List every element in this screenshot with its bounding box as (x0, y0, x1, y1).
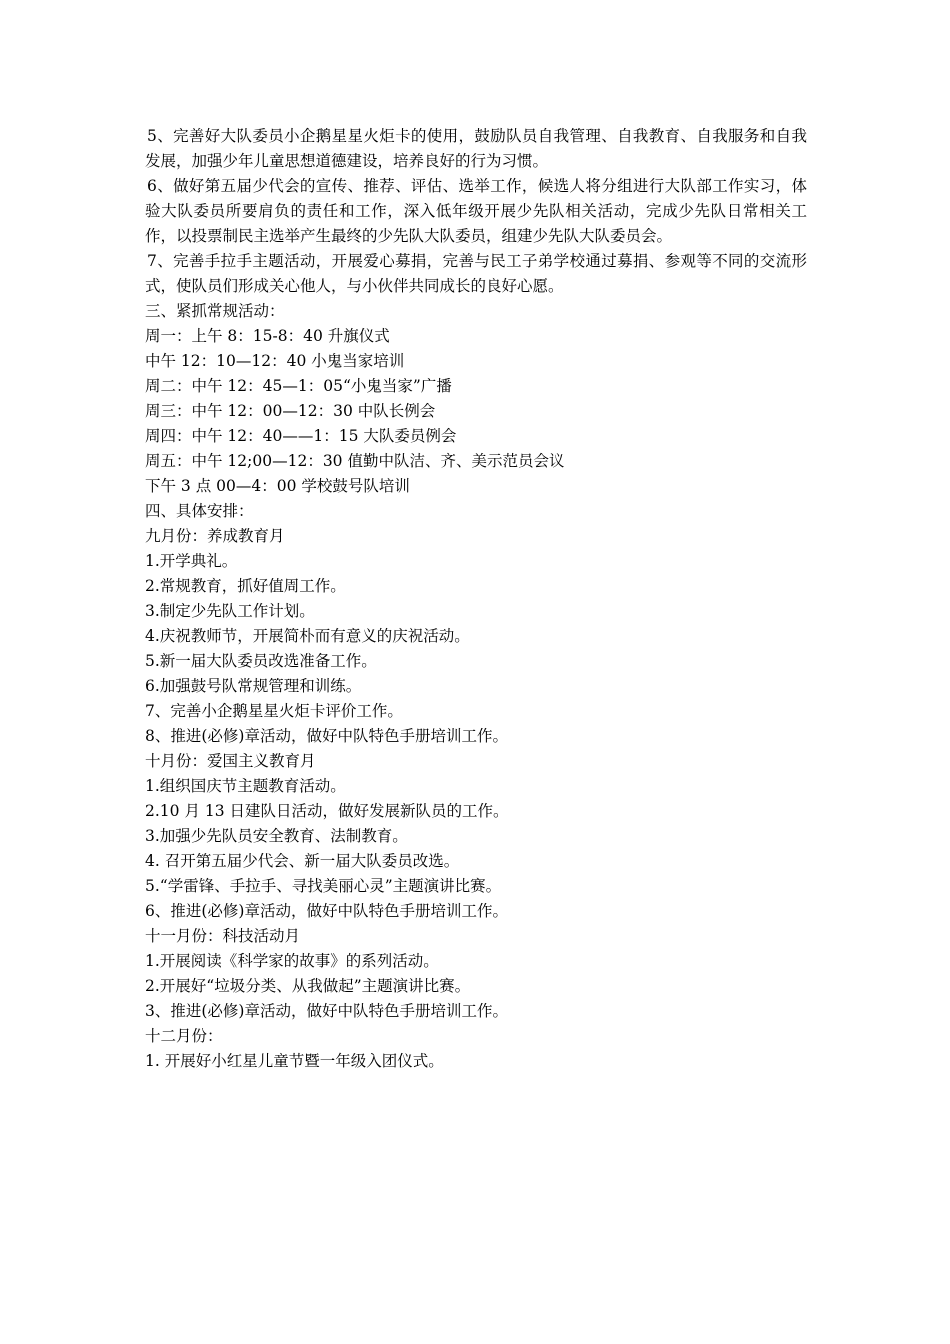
month-heading-september: 九月份：养成教育月 (145, 527, 285, 545)
list-item: 2.开展好“垃圾分类、从我做起”主题演讲比赛。 (145, 977, 471, 995)
schedule-friday: 周五：中午 12;00—12：30 值勤中队洁、齐、美示范员会议 (145, 452, 565, 470)
schedule-thursday: 周四：中午 12：40——1：15 大队委员例会 (145, 427, 457, 445)
list-item: 3、推进(必修)章活动，做好中队特色手册培训工作。 (145, 1002, 508, 1020)
month-heading-november: 十一月份：科技活动月 (145, 927, 301, 945)
list-item: 7、完善小企鹅星星火炬卡评价工作。 (145, 702, 403, 720)
list-item: 3.加强少先队员安全教育、法制教育。 (145, 827, 408, 845)
document-body (145, 124, 807, 1074)
month-heading-october: 十月份：爱国主义教育月 (145, 752, 316, 770)
list-item: 1.开展阅读《科学家的故事》的系列活动。 (145, 952, 439, 970)
schedule-monday: 周一：上午 8：15-8：40 升旗仪式 (145, 327, 390, 345)
schedule-wednesday: 周三：中午 12：00—12：30 中队长例会 (145, 402, 436, 420)
list-item: 4.庆祝教师节，开展简朴而有意义的庆祝活动。 (145, 627, 470, 645)
schedule-tuesday: 周二：中午 12：45—1：05“小鬼当家”广播 (145, 377, 452, 395)
list-item: 6、推进(必修)章活动，做好中队特色手册培训工作。 (145, 902, 508, 920)
list-item: 1.组织国庆节主题教育活动。 (145, 777, 346, 795)
section-heading-routine: 三、紧抓常规活动： (145, 302, 285, 320)
list-item: 2.常规教育，抓好值周工作。 (145, 577, 346, 595)
section-heading-arrangement: 四、具体安排： (145, 502, 254, 520)
list-item: 3.制定少先队工作计划。 (145, 602, 315, 620)
paragraph-item-6: 6、做好第五届少代会的宣传、推荐、评估、选举工作，候选人将分组进行大队部工作实习，体验大队委员所要肩负的责任和工作，深入低年级开展少先队相关活动，完成少先队日常相关工作，以投票制民主选举产生最终的少先队大队委员，组建少先队大队委员会。 (145, 177, 807, 245)
list-item: 5.新一届大队委员改选准备工作。 (145, 652, 377, 670)
list-item: 5.“学雷锋、手拉手、寻找美丽心灵”主题演讲比赛。 (145, 877, 502, 895)
list-item: 2.10 月 13 日建队日活动，做好发展新队员的工作。 (145, 802, 509, 820)
schedule-noon-training: 中午 12：10—12：40 小鬼当家培训 (145, 352, 405, 370)
list-item: 4. 召开第五届少代会、新一届大队委员改选。 (145, 852, 460, 870)
schedule-afternoon-band: 下午 3 点 00—4：00 学校鼓号队培训 (145, 477, 410, 495)
paragraph-item-5: 5、完善好大队委员小企鹅星星火炬卡的使用，鼓励队员自我管理、自我教育、自我服务和自我发展，加强少年儿童思想道德建设，培养良好的行为习惯。 (145, 127, 807, 170)
list-item: 1. 开展好小红星儿童节暨一年级入团仪式。 (145, 1052, 444, 1070)
list-item: 1.开学典礼。 (145, 552, 238, 570)
month-heading-december: 十二月份： (145, 1027, 223, 1045)
paragraph-item-7: 7、完善手拉手主题活动，开展爱心募捐，完善与民工子弟学校通过募捐、参观等不同的交流形式，使队员们形成关心他人，与小伙伴共同成长的良好心愿。 (145, 252, 807, 295)
list-item: 6.加强鼓号队常规管理和训练。 (145, 677, 362, 695)
list-item: 8、推进(必修)章活动，做好中队特色手册培训工作。 (145, 727, 508, 745)
